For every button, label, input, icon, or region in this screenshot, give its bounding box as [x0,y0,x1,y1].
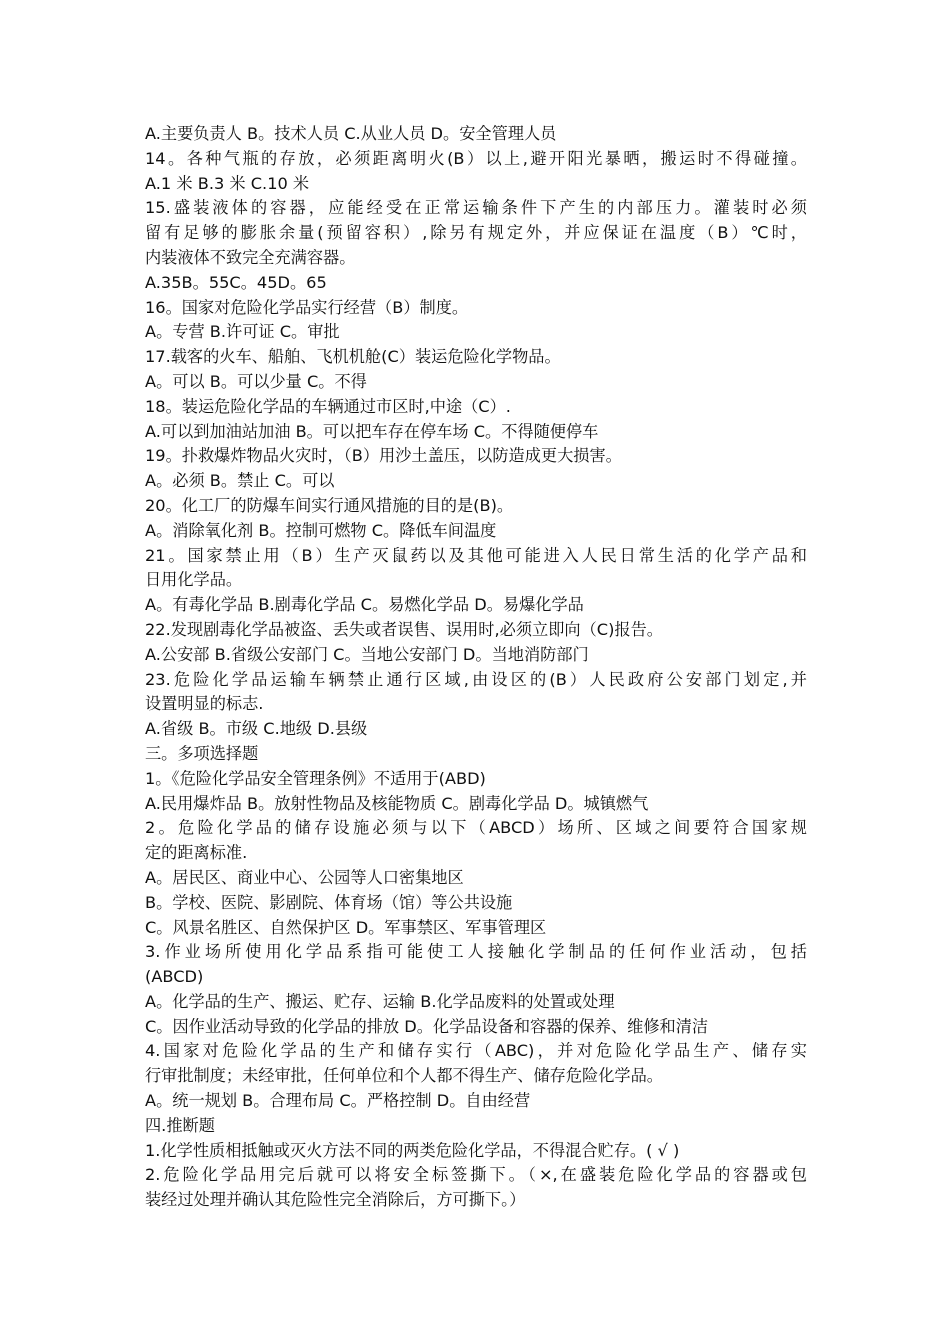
text-line: 4.国家对危险化学品的生产和储存实行（ABC)，并对危险化学品生产、储存实 [145,1041,807,1061]
text-line: 留有足够的膨胀余量(预留容积）,除另有规定外，并应保证在温度（B）℃时， [145,223,807,243]
document-body [145,122,807,1213]
text-line: 21。国家禁止用（B）生产灭鼠药以及其他可能进入人民日常生活的化学产品和 [145,545,807,565]
text-line: A.35B。55C。45D。65 [145,272,327,292]
text-line: 行审批制度；未经审批，任何单位和个人都不得生产、储存危险化学品。 [145,1066,663,1086]
text-line: 三。多项选择题 [145,743,259,763]
text-line: A。消除氧化剂 B。控制可燃物 C。降低车间温度 [145,520,497,540]
text-line: A。可以 B。可以少量 C。不得 [145,371,367,391]
text-line: 16。国家对危险化学品实行经营（B）制度。 [145,297,469,317]
text-line: 19。扑救爆炸物品火灾时，（B）用沙土盖压，以防造成更大损害。 [145,446,622,466]
text-line: 23.危险化学品运输车辆禁止通行区域,由设区的(B）人民政府公安部门划定,并 [145,669,807,689]
text-line: A.主要负责人 B。技术人员 C.从业人员 D。安全管理人员 [145,124,557,143]
text-line: A。统一规划 B。合理布局 C。严格控制 D。自由经营 [145,1091,531,1111]
text-line: 15.盛装液体的容器，应能经受在正常运输条件下产生的内部压力。灌装时必须 [145,198,807,218]
text-line: 日用化学品。 [145,570,243,590]
text-line: 四.推断题 [145,1115,215,1135]
text-line: (ABCD) [145,967,204,987]
text-line: C。风景名胜区、自然保护区 D。军事禁区、军事管理区 [145,917,547,937]
text-line: 设置明显的标志. [145,694,264,714]
text-line: 装经过处理并确认其危险性完全消除后，方可撕下。） [145,1190,526,1210]
text-line: A.1 米 B.3 米 C.10 米 [145,173,310,193]
text-line: B。学校、医院、影剧院、体育场（馆）等公共设施 [145,892,513,912]
text-line: A。有毒化学品 B.剧毒化学品 C。易燃化学品 D。易爆化学品 [145,595,584,615]
text-line: A。必须 B。禁止 C。可以 [145,471,335,491]
text-line: A.公安部 B.省级公安部门 C。当地公安部门 D。当地消防部门 [145,644,589,664]
text-line: 定的距离标准. [145,843,248,863]
text-line: A。化学品的生产、搬运、贮存、运输 B.化学品废料的处置或处理 [145,991,615,1011]
text-line: 22.发现剧毒化学品被盗、丢失或者误售、误用时,必须立即向（C)报告。 [145,619,663,639]
text-line: 1.化学性质相抵触或灭火方法不同的两类危险化学品，不得混合贮存。( √ ) [145,1140,680,1160]
text-line: 20。化工厂的防爆车间实行通风措施的目的是(B)。 [145,495,514,515]
text-line: 2。危险化学品的储存设施必须与以下（ABCD）场所、区域之间要符合国家规 [145,818,807,838]
text-line: 17.载客的火车、船舶、飞机机舱(C）装运危险化学物品。 [145,347,561,367]
text-line: 18。装运危险化学品的车辆通过市区时,中途（C）. [145,396,511,416]
text-line: A。居民区、商业中心、公园等人口密集地区 [145,867,464,887]
text-line: A.可以到加油站加油 B。可以把车存在停车场 C。不得随便停车 [145,421,599,441]
text-line: A。专营 B.许可证 C。审批 [145,322,340,342]
text-line: 内装液体不致完全充满容器。 [145,247,356,267]
text-line: 14。各种气瓶的存放，必须距离明火(B）以上,避开阳光暴晒，搬运时不得碰撞。 [145,148,807,168]
text-line: 1。《危险化学品安全管理条例》不适用于(ABD) [145,768,486,788]
text-line: A.民用爆炸品 B。放射性物品及核能物质 C。剧毒化学品 D。城镇燃气 [145,793,649,813]
text-line: C。因作业活动导致的化学品的排放 D。化学品设备和容器的保养、维修和清洁 [145,1016,709,1036]
text-line: 3.作业场所使用化学品系指可能使工人接触化学制品的任何作业活动，包括 [145,942,807,962]
text-line: A.省级 B。市级 C.地级 D.县级 [145,719,368,739]
text-line: 2.危险化学品用完后就可以将安全标签撕下。（×,在盛装危险化学品的容器或包 [145,1165,807,1185]
